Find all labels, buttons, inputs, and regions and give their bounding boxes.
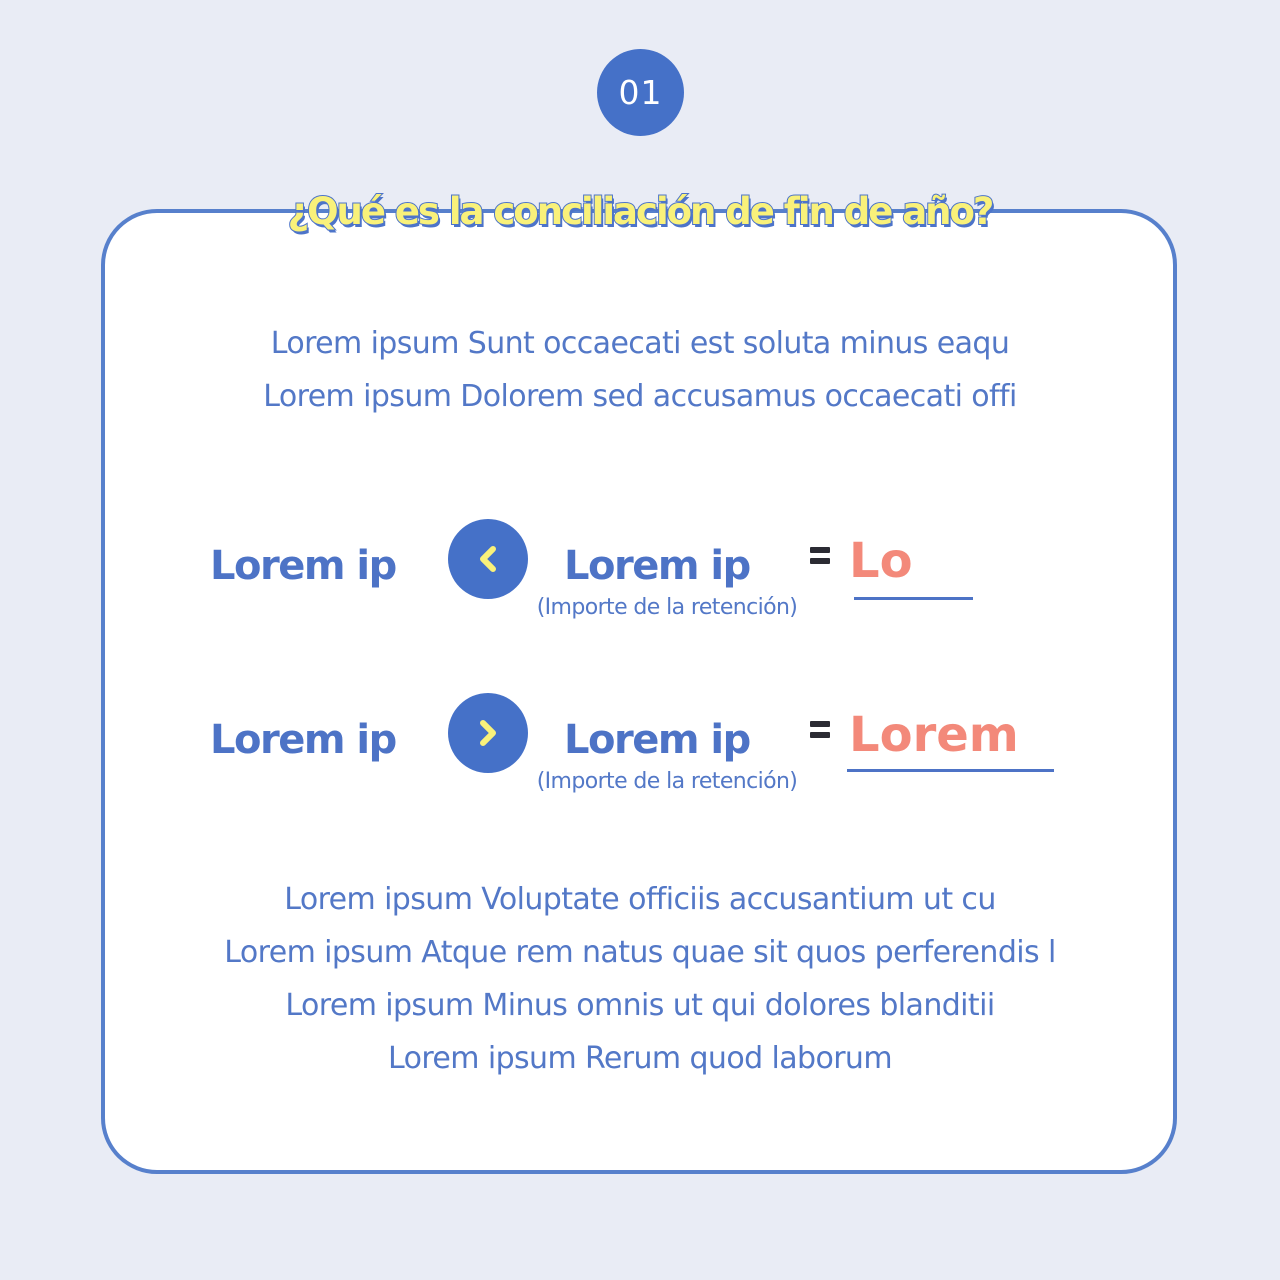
intro-paragraph — [0, 317, 1280, 423]
equation-row-greater-than — [0, 689, 1280, 799]
page-title: ¿Qué es la conciliación de fin de año? — [287, 190, 993, 233]
result-underline — [854, 597, 973, 600]
step-number: 01 — [618, 73, 663, 112]
result-underline — [847, 769, 1054, 772]
equation-right-note: (Importe de la retención) — [536, 769, 798, 794]
equals-sign — [810, 545, 832, 565]
outro-line: Lorem ipsum Atque rem natus quae sit quos perferendis l — [224, 935, 1056, 970]
outro-line: Lorem ipsum Voluptate officiis accusantium ut cu — [284, 882, 996, 917]
equation-result: Lo — [849, 533, 913, 589]
outro-line: Lorem ipsum Rerum quod laborum — [388, 1041, 892, 1076]
chevron-left-icon — [448, 519, 528, 599]
equation-left-term: Lorem ip — [210, 717, 396, 763]
equation-right-term: Lorem ip — [564, 717, 750, 763]
outro-paragraph — [0, 873, 1280, 1085]
intro-line: Lorem ipsum Dolorem sed accusamus occaecati offi — [263, 379, 1017, 414]
step-number-badge — [597, 49, 684, 136]
outro-line: Lorem ipsum Minus omnis ut qui dolores blanditii — [285, 988, 995, 1023]
equation-result: Lorem — [849, 707, 1019, 763]
intro-line: Lorem ipsum Sunt occaecati est soluta minus eaqu — [270, 326, 1010, 361]
equation-right-note: (Importe de la retención) — [536, 595, 798, 620]
equals-sign — [810, 719, 832, 739]
equation-right-term: Lorem ip — [564, 543, 750, 589]
equation-row-less-than — [0, 515, 1280, 625]
chevron-right-icon — [448, 693, 528, 773]
equation-left-term: Lorem ip — [210, 543, 396, 589]
